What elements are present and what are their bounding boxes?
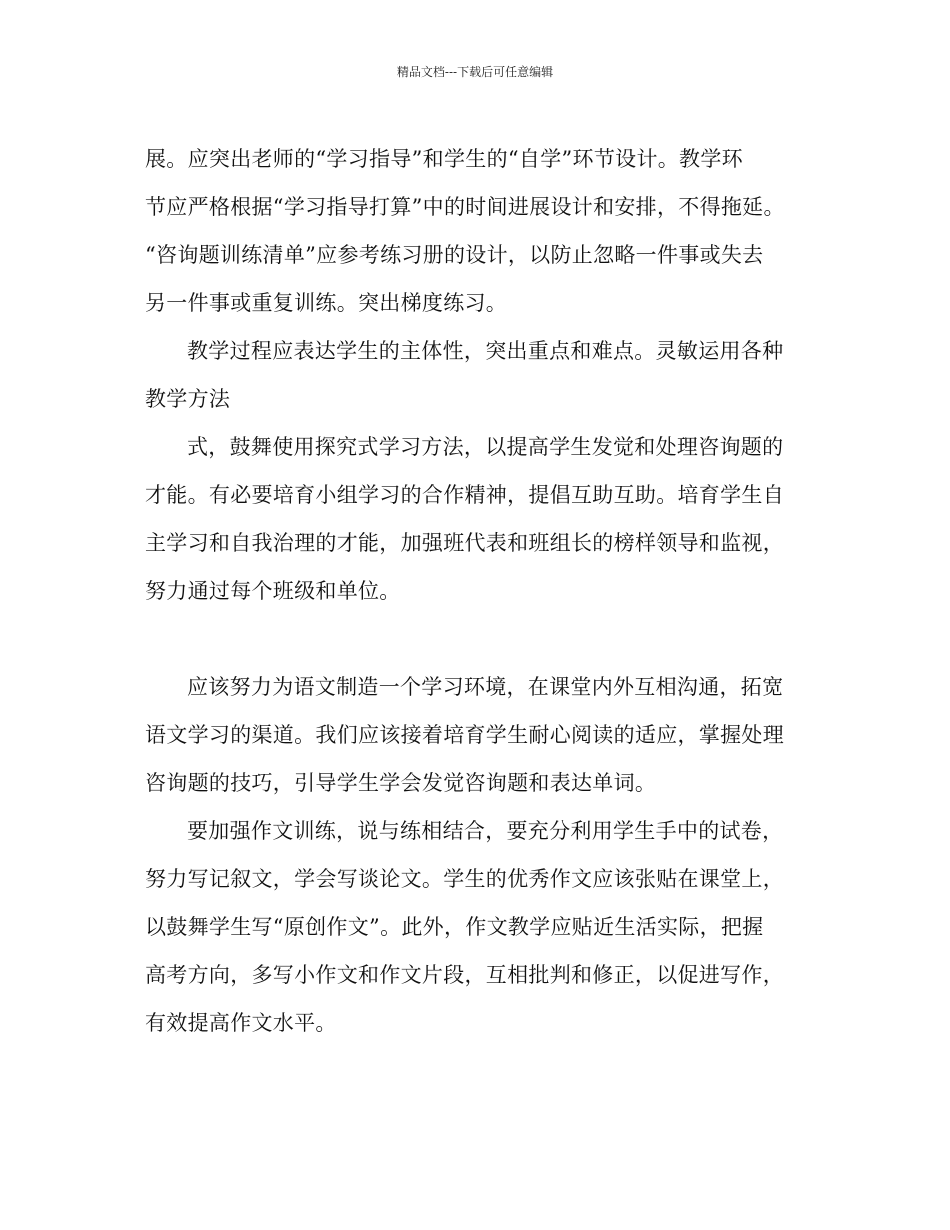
text-line: 节应严格根据“学习指导打算”中的时间进展设计和安排，不得拖延。 — [145, 195, 785, 219]
text-line: 式，鼓舞使用探究式学习方法，以提高学生发觉和处理咨询题的 — [187, 435, 784, 459]
paragraph-gap — [145, 615, 813, 663]
text-line: 努力通过每个班级和单位。 — [145, 579, 401, 603]
document-body — [145, 135, 813, 1047]
text-line: 咨询题的技巧，引导学生学会发觉咨询题和表达单词。 — [145, 771, 657, 795]
text-line: “咨询题训练清单”应参考练习册的设计，以防止忽略一件事或失去 — [145, 243, 764, 267]
text-line: 主学习和自我治理的才能，加强班代表和班组长的榜样领导和监视， — [145, 531, 784, 555]
paragraph — [145, 135, 813, 327]
text-line: 努力写记叙文，学会写谈论文。学生的优秀作文应该张贴在课堂上， — [145, 867, 784, 891]
paragraph — [145, 807, 813, 1047]
text-line: 应该努力为语文制造一个学习环境，在课堂内外互相沟通，拓宽 — [187, 675, 784, 699]
paragraph — [145, 327, 813, 423]
text-line: 教学过程应表达学生的主体性，突出重点和难点。灵敏运用各种 — [187, 339, 784, 363]
text-line: 教学方法 — [145, 387, 231, 411]
paragraph — [145, 423, 813, 615]
text-line: 有效提高作文水平。 — [145, 1011, 337, 1035]
text-line: 高考方向，多写小作文和作文片段，互相批判和修正，以促进写作， — [145, 963, 784, 987]
text-line: 要加强作文训练，说与练相结合，要充分利用学生手中的试卷， — [187, 819, 784, 843]
text-line: 以鼓舞学生写“原创作文”。此外，作文教学应贴近生活实际，把握 — [145, 915, 764, 939]
text-line: 展。应突出老师的“学习指导”和学生的“自学”环节设计。教学环 — [145, 147, 743, 171]
text-line: 语文学习的渠道。我们应该接着培育学生耐心阅读的适应，掌握处理 — [145, 723, 784, 747]
text-line: 另一件事或重复训练。突出梯度练习。 — [145, 291, 508, 315]
text-line: 才能。有必要培育小组学习的合作精神，提倡互助互助。培育学生自 — [145, 483, 784, 507]
paragraph — [145, 663, 813, 807]
page-header: 精品文档---下载后可任意编辑 — [396, 65, 554, 79]
